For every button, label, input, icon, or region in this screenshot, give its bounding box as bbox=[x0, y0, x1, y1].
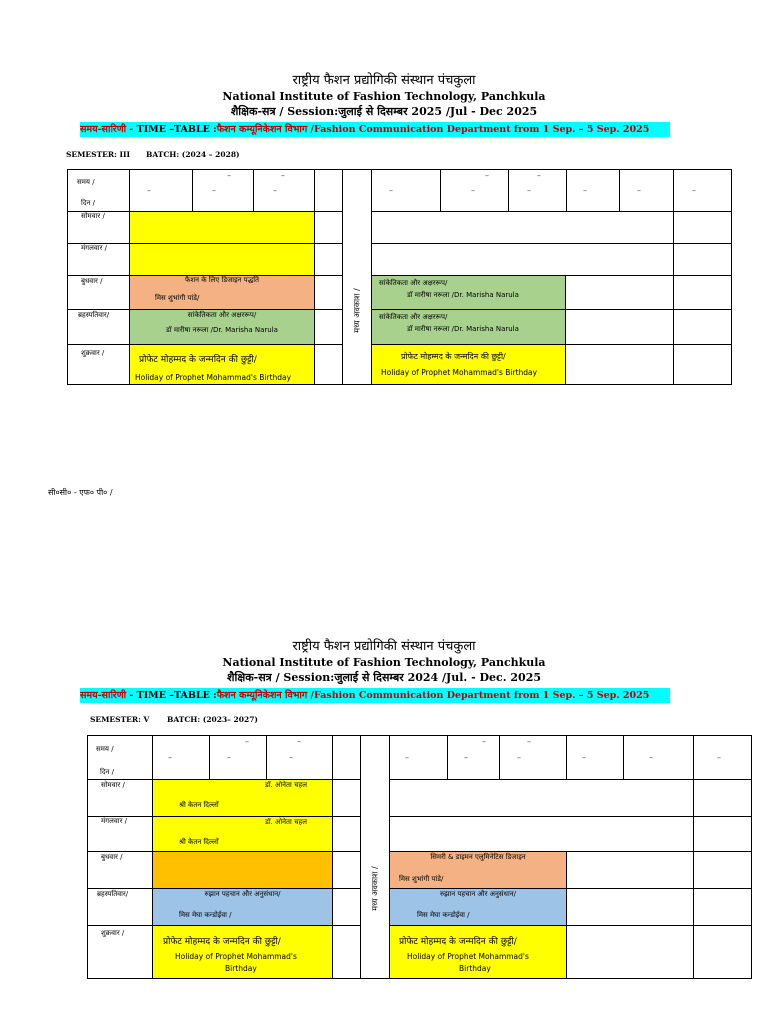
dash: – bbox=[281, 171, 285, 180]
monday-left-slot bbox=[129, 211, 315, 244]
english-title: National Institute of Fashion Technology, Panchkula bbox=[222, 656, 546, 669]
thu-right-teacher: मिस मेघा कन्डोईवा / bbox=[417, 911, 470, 919]
empty-cell bbox=[566, 851, 694, 889]
dash: – bbox=[297, 737, 301, 746]
empty-cell bbox=[314, 275, 343, 310]
monday-right-slot bbox=[371, 211, 674, 244]
semester-label: SEMESTER: III bbox=[66, 150, 131, 159]
mon-teacher-2: श्री केतन दिल्लों bbox=[179, 801, 219, 809]
semester-label: SEMESTER: V bbox=[90, 715, 150, 724]
tuesday-right-slot bbox=[371, 243, 674, 276]
empty-cell bbox=[332, 925, 361, 979]
thu-right-teacher: डॉ मारीषा नरूला /Dr. Marisha Narula bbox=[407, 325, 519, 333]
slot-cell bbox=[389, 735, 448, 780]
band-department: फैशन कम्यूनिकेशन विभाग /Fashion Communication Department from 1 Sep. – 5 Sep. 2025 bbox=[216, 690, 650, 701]
dash: – bbox=[583, 186, 587, 195]
fri-right-holiday-en-2: Birthday bbox=[459, 964, 491, 973]
slot-cell bbox=[673, 169, 732, 212]
fri-left-holiday-en: Holiday of Prophet Mohammad's Birthday bbox=[135, 373, 292, 382]
wed-right-teacher: मिस शुभांगी पांडे/ bbox=[399, 875, 444, 883]
empty-cell bbox=[673, 309, 732, 345]
empty-cell bbox=[693, 925, 752, 979]
thu-right-course: रुझान पहचान और अनुसंधान/ bbox=[439, 890, 517, 898]
dash: – bbox=[212, 186, 216, 195]
dash: – bbox=[471, 186, 475, 195]
batch-label: BATCH: (2024 – 2028) bbox=[146, 150, 240, 159]
empty-cell bbox=[332, 779, 361, 817]
thu-left-teacher: मिस मेघा कन्डोईवा / bbox=[179, 911, 232, 919]
empty-cell bbox=[693, 851, 752, 889]
timetable-band bbox=[80, 122, 670, 137]
thu-left-course: सांकेतिकता और अक्षररूप/ bbox=[187, 311, 257, 319]
dash: – bbox=[227, 171, 231, 180]
header-block-2 bbox=[0, 638, 768, 685]
time-label: समय / bbox=[77, 178, 95, 186]
dash: – bbox=[717, 753, 721, 762]
empty-cell bbox=[693, 888, 752, 926]
day-monday: सोमवार / bbox=[81, 212, 105, 220]
slot-cell bbox=[566, 169, 620, 212]
hindi-title: राष्ट्रीय फैशन प्रद्योगिकी संस्थान पंचकुला bbox=[292, 73, 476, 88]
empty-cell bbox=[332, 851, 361, 889]
dash: – bbox=[637, 186, 641, 195]
slot-cell bbox=[447, 735, 500, 780]
thu-left-teacher: डॉ मारीषा नरूला /Dr. Marisha Narula bbox=[166, 326, 278, 334]
empty-cell bbox=[314, 309, 343, 345]
dash: – bbox=[227, 753, 231, 762]
dash: – bbox=[692, 186, 696, 195]
tue-teacher-1: डॉ. ओनेता चहल bbox=[265, 818, 307, 826]
batch-label: BATCH: (2023– 2027) bbox=[167, 715, 258, 724]
fri-right-holiday-hi: प्रोफेट मोहम्मद के जन्मदिन की छुट्टी/ bbox=[399, 937, 517, 947]
slot-cell bbox=[566, 735, 624, 780]
dash: – bbox=[482, 737, 486, 746]
lunch-break-label: मध्य अवकाश / bbox=[352, 288, 362, 333]
wed-left-teacher: मिस शुभांगी पांडे/ bbox=[155, 294, 200, 302]
day-thursday: ब्रहस्पतिवार/ bbox=[97, 890, 129, 898]
thu-left-course: रुझान पहचान और अनुसंधान/ bbox=[204, 890, 281, 898]
slot-cell bbox=[619, 169, 674, 212]
corner-cell bbox=[67, 169, 130, 212]
hindi-title: राष्ट्रीय फैशन प्रद्योगिकी संस्थान पंचकुला bbox=[292, 639, 476, 654]
wed-left-course: फैशन के लिए डिजाइन पद्धति bbox=[184, 276, 259, 284]
thu-right-course: सांकेतिकता और अक्षररूप/ bbox=[379, 313, 448, 321]
slot-cell bbox=[693, 735, 752, 780]
dash: – bbox=[245, 737, 249, 746]
fri-right-holiday-hi: प्रोफेट मोहम्मद के जन्मदिन की छुट्टी/ bbox=[401, 352, 506, 361]
dash: – bbox=[389, 186, 393, 195]
day-friday: शुक्रवार / bbox=[81, 349, 105, 357]
empty-cell bbox=[332, 816, 361, 852]
day-label: दिन / bbox=[81, 199, 95, 207]
timetable-band bbox=[80, 688, 670, 703]
band-hindi: समय-सारिणी - bbox=[80, 690, 137, 701]
dash: – bbox=[582, 753, 586, 762]
day-tuesday: मंगलवार / bbox=[81, 244, 108, 252]
day-thursday: ब्रहस्पतिवार/ bbox=[78, 311, 110, 319]
fri-right-holiday-en: Holiday of Prophet Mohammad's bbox=[407, 952, 529, 961]
monday-right-slot bbox=[389, 779, 694, 817]
fri-left-holiday-en-2: Birthday bbox=[225, 964, 257, 973]
empty-cell bbox=[673, 275, 732, 310]
empty-cell bbox=[565, 344, 674, 385]
wed-right-course: सिमरी & डाइमन एलुमिनेटिस डिजाइन bbox=[430, 853, 526, 861]
dash: – bbox=[405, 753, 409, 762]
dash: – bbox=[464, 753, 468, 762]
slot-cell bbox=[623, 735, 694, 780]
fri-right-holiday-en: Holiday of Prophet Mohammad's Birthday bbox=[381, 368, 538, 377]
mon-teacher-1: डॉ. ओनेता चहल bbox=[265, 781, 307, 789]
slot-cell bbox=[192, 169, 254, 212]
slot-cell bbox=[152, 735, 210, 780]
empty-cell bbox=[566, 888, 694, 926]
timetable-grid-2 bbox=[87, 735, 752, 979]
tue-teacher-2: श्री केतन दिल्लों bbox=[179, 838, 219, 846]
slot-cell bbox=[332, 735, 361, 780]
dash: – bbox=[517, 753, 521, 762]
dash: – bbox=[485, 171, 489, 180]
slot-cell bbox=[129, 169, 193, 212]
fri-left-holiday-en: Holiday of Prophet Mohammad's bbox=[175, 952, 297, 961]
timetable-grid-1 bbox=[67, 169, 732, 385]
empty-cell bbox=[673, 211, 732, 244]
slot-cell bbox=[499, 735, 567, 780]
day-tuesday: मंगलवार / bbox=[101, 817, 128, 825]
empty-cell bbox=[314, 211, 343, 244]
empty-cell bbox=[314, 243, 343, 276]
band-hindi: समय-सारिणी - bbox=[80, 124, 137, 135]
day-monday: सोमवार / bbox=[101, 781, 125, 789]
slot-cell bbox=[314, 169, 343, 212]
dash: – bbox=[147, 186, 151, 195]
fri-left-holiday-hi: प्रोफेट मोहम्मद के जन्मदिन की छुट्टी/ bbox=[163, 937, 281, 947]
dash: – bbox=[273, 186, 277, 195]
day-label: दिन / bbox=[100, 768, 114, 776]
footer-note: सी०सी० - एफ० पी० / bbox=[48, 488, 113, 497]
wed-right-teacher: डॉ मारीषा नरूला /Dr. Marisha Narula bbox=[407, 291, 519, 299]
corner-cell bbox=[87, 735, 153, 780]
lunch-break-label: मध्य अवकाश / bbox=[370, 866, 380, 911]
header-block-1 bbox=[0, 72, 768, 119]
empty-cell bbox=[332, 888, 361, 926]
empty-cell bbox=[693, 779, 752, 817]
wed-right-course: सांकेतिकता और अक्षररूप/ bbox=[379, 279, 448, 287]
empty-cell bbox=[693, 816, 752, 852]
session-line: शैक्षिक-सत्र / Session:जुलाई से दिसम्बर 2024 /Jul. - Dec. 2025 bbox=[227, 671, 541, 684]
session-line: शैक्षिक-सत्र / Session:जुलाई से दिसम्बर 2025 /Jul - Dec 2025 bbox=[230, 105, 538, 118]
empty-cell bbox=[566, 925, 694, 979]
dash: – bbox=[168, 753, 172, 762]
day-friday: शुक्रवार / bbox=[101, 929, 125, 937]
empty-cell bbox=[673, 344, 732, 385]
day-wednesday: बुधवार / bbox=[81, 277, 103, 285]
empty-cell bbox=[314, 344, 343, 385]
band-english: TIME –TABLE : bbox=[136, 124, 217, 135]
tuesday-left-slot bbox=[129, 243, 315, 276]
time-label: समय / bbox=[96, 745, 114, 753]
wednesday-left-slot bbox=[152, 851, 333, 889]
empty-cell bbox=[673, 243, 732, 276]
day-wednesday: बुधवार / bbox=[101, 853, 123, 861]
slot-cell bbox=[209, 735, 267, 780]
band-department: फैशन कम्यूनिकेशन विभाग /Fashion Communication Department from 1 Sep. – 5 Sep. 2025 bbox=[216, 124, 650, 135]
tuesday-right-slot bbox=[389, 816, 694, 852]
fri-left-holiday-hi: प्रोफेट मोहम्मद के जन्मदिन की छुट्टी/ bbox=[139, 355, 257, 365]
dash: – bbox=[537, 171, 541, 180]
slot-cell bbox=[371, 169, 441, 212]
empty-cell bbox=[565, 309, 674, 345]
dash: – bbox=[289, 753, 293, 762]
dash: – bbox=[649, 753, 653, 762]
dash: – bbox=[527, 737, 531, 746]
english-title: National Institute of Fashion Technology, Panchkula bbox=[222, 90, 546, 103]
empty-cell bbox=[565, 275, 674, 310]
band-english: TIME –TABLE : bbox=[136, 690, 217, 701]
dash: – bbox=[527, 186, 531, 195]
